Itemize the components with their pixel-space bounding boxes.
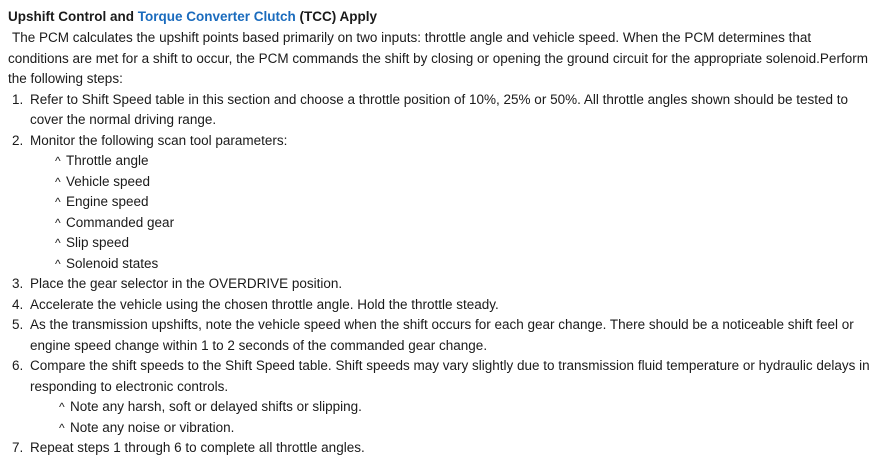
list-item-label: Note any noise or vibration. xyxy=(70,419,235,435)
list-item xyxy=(30,254,871,275)
intro-paragraph: The PCM calculates the upshift points based primarily on two inputs: throttle angle and vehicle speed. When the PCM determines that conditions are met for a shift to occur, the PCM commands the shift by closing or opening the ground circuit for the appropriate solenoid.Perform the following steps: xyxy=(8,30,868,86)
torque-converter-clutch-link[interactable]: Torque Converter Clutch xyxy=(137,9,296,24)
list-item xyxy=(8,356,871,438)
scan-tool-parameters-list xyxy=(30,151,871,274)
caret-icon: ^ xyxy=(55,215,61,230)
page-title-prefix: Upshift Control and xyxy=(8,9,138,24)
list-item-label: Solenoid states xyxy=(66,255,159,271)
caret-icon: ^ xyxy=(55,195,61,209)
list-item-label: Vehicle speed xyxy=(66,173,151,189)
step-number: 2. xyxy=(12,132,24,148)
page-title-suffix: (TCC) Apply xyxy=(295,9,377,24)
step-number: 5. xyxy=(12,317,24,332)
list-item xyxy=(8,90,871,131)
step-number: 6. xyxy=(12,358,24,373)
step-text: Accelerate the vehicle using the chosen throttle angle. Hold the throttle steady. xyxy=(30,296,499,312)
step-number: 4. xyxy=(12,296,24,312)
step-text: Place the gear selector in the OVERDRIVE position. xyxy=(30,276,343,291)
list-item xyxy=(8,438,871,459)
list-item-label: Engine speed xyxy=(66,194,149,209)
step-text: Compare the shift speeds to the Shift Speed table. Shift speeds may vary slightly due to transmission fluid temperature or hydraulic delays in responding to electronic controls. xyxy=(30,358,870,394)
list-item xyxy=(30,151,871,172)
step-text: Monitor the following scan tool parameters: xyxy=(30,132,288,148)
list-item xyxy=(8,295,871,316)
list-item xyxy=(30,213,871,234)
shift-observation-list xyxy=(30,397,871,438)
procedure-steps xyxy=(8,90,871,459)
step-text: Repeat steps 1 through 6 to complete all throttle angles. xyxy=(30,440,365,455)
list-item xyxy=(30,233,871,254)
list-item xyxy=(8,131,871,275)
caret-icon: ^ xyxy=(55,256,61,271)
list-item xyxy=(8,315,871,356)
caret-icon: ^ xyxy=(59,420,65,435)
step-text: Refer to Shift Speed table in this section and choose a throttle position of 10%, 25% or 50%. All throttle angles shown should be tested to cover the normal driving range. xyxy=(30,91,849,127)
caret-icon: ^ xyxy=(55,174,61,189)
list-item-label: Note any harsh, soft or delayed shifts or slipping. xyxy=(70,399,362,414)
list-item-label: Commanded gear xyxy=(66,214,175,230)
page-title xyxy=(8,8,871,25)
list-item xyxy=(8,274,871,295)
list-item xyxy=(30,172,871,193)
list-item-label: Slip speed xyxy=(66,235,130,250)
list-item xyxy=(30,418,871,439)
caret-icon: ^ xyxy=(55,236,61,250)
caret-icon: ^ xyxy=(59,400,65,414)
step-number: 7. xyxy=(12,440,24,455)
step-number: 3. xyxy=(12,276,24,291)
list-item xyxy=(30,397,871,418)
step-text: As the transmission upshifts, note the vehicle speed when the shift occurs for each gear change. There should be a noticeable shift feel or engine speed change within 1 to 2 seconds of the commanded gear change. xyxy=(30,317,854,353)
step-number: 1. xyxy=(12,91,24,107)
list-item xyxy=(30,192,871,213)
caret-icon: ^ xyxy=(55,154,61,168)
list-item-label: Throttle angle xyxy=(66,153,149,168)
